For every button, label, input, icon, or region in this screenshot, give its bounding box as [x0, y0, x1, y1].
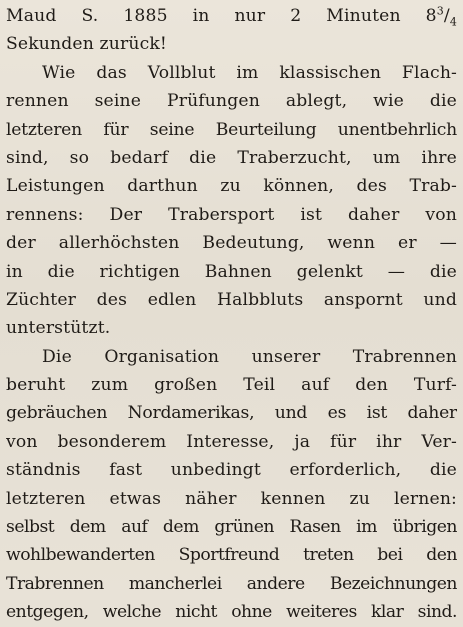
text-line-9: der allerhöchsten Bedeutung, wenn er —	[6, 233, 457, 254]
text-line-6: sind, so bedarf die Traberzucht, um ihre	[6, 147, 457, 168]
text-line-5: letzteren für seine Beurteilung unentbehrlich	[6, 119, 457, 140]
text-line-17: ständnis fast unbedingt erforderlich, die	[6, 460, 457, 481]
text-line-16: von besonderem Interesse, ja für ihr Ver-	[6, 431, 457, 452]
text-line-18: letzteren etwas näher kennen zu lernen:	[6, 488, 457, 509]
text-line-12: unterstützt.	[6, 318, 111, 339]
text-line-1	[6, 2, 457, 30]
text-line-19: selbst dem auf dem grünen Rasen im übrigen	[6, 517, 457, 538]
text-line-13: Die Organisation unserer Trabrennen	[42, 346, 457, 367]
text-line-2: Sekunden zurück!	[6, 34, 167, 55]
text-line-10: in die richtigen Bahnen gelenkt — die	[6, 261, 457, 282]
fraction-slash: /	[443, 6, 450, 26]
text-line-11: Züchter des edlen Halbbluts anspornt und	[6, 289, 457, 310]
fraction-denominator: 4	[449, 15, 457, 29]
paragraph-1	[6, 2, 457, 59]
paragraph-2	[6, 59, 457, 343]
text-line-14: beruht zum großen Teil auf den Turf-	[6, 375, 457, 396]
text-line-20: wohlbewanderten Sportfreund treten bei den	[6, 545, 457, 566]
fraction-numerator: 3	[436, 4, 444, 18]
text-line-3: Wie das Vollblut im klassischen Flach-	[42, 62, 457, 83]
text-line-8: rennens: Der Trabersport ist daher von	[6, 204, 457, 225]
text-line-4: rennen seine Prüfungen ablegt, wie die	[6, 91, 457, 112]
text-line-7: Leistungen darthun zu können, des Trab-	[6, 176, 457, 197]
text-line-1-main: Maud S. 1885 in nur 2 Minuten 8	[6, 6, 437, 26]
text-line-15: gebräuchen Nordamerikas, und es ist daher	[6, 403, 457, 424]
text-line-22: entgegen, welche nicht ohne weiteres klar sind.	[6, 602, 457, 623]
paragraph-3	[6, 343, 457, 627]
text-line-21: Trabrennen mancherlei andere Bezeichnungen	[6, 573, 457, 594]
